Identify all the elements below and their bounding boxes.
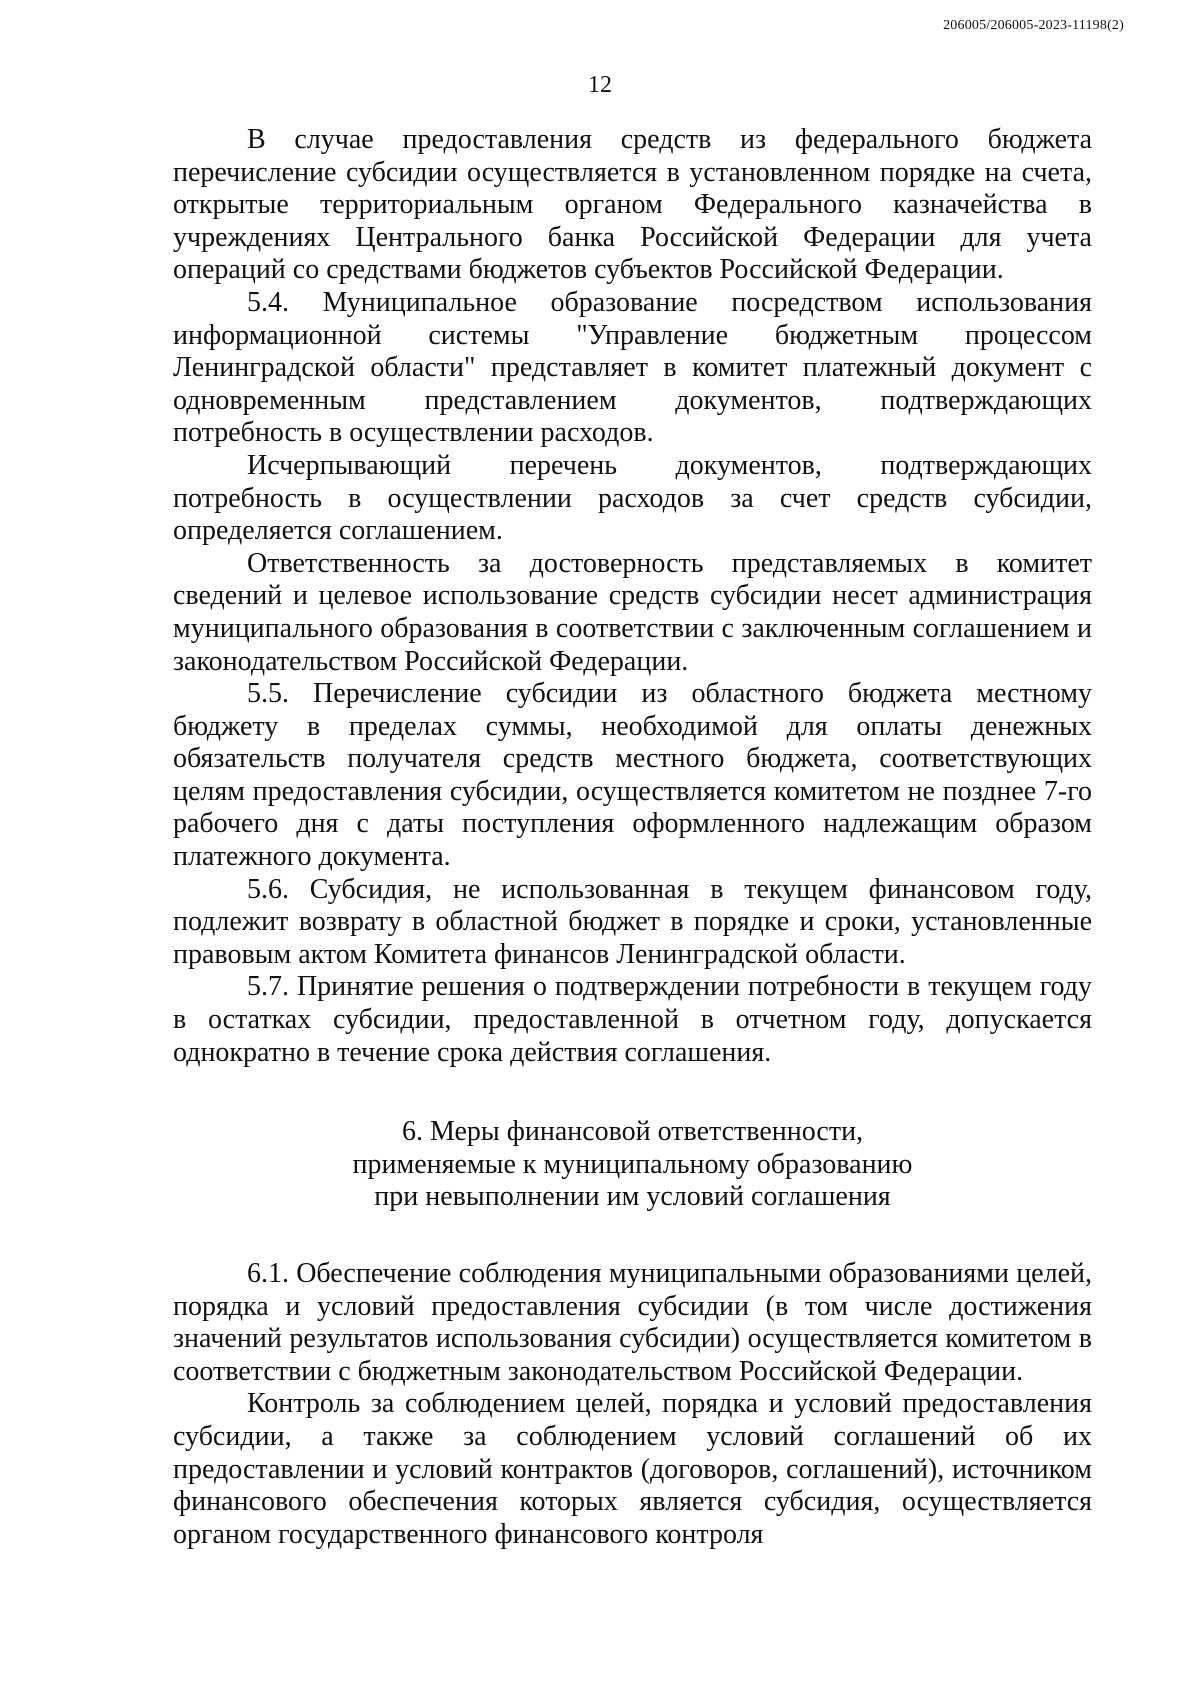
paragraph-6-1: 6.1. Обеспечение соблюдения муниципальными образованиями целей, порядка и условий предоставления субсидии (в том числе достижения значений результатов использования субсидии) осуществляется комитетом в соответствии с бюджетным законодательством Российской Федерации.: [173, 1258, 1092, 1387]
paragraph-5-6: 5.6. Субсидия, не использованная в текущем финансовом году, подлежит возврату в областной бюджет в порядке и сроки, установленные правовым актом Комитета финансов Ленинградской области.: [173, 873, 1092, 970]
document-id: 206005/206005-2023-11198(2): [943, 18, 1124, 33]
paragraph-5-5: 5.5. Перечисление субсидии из областного бюджета местному бюджету в пределах суммы, необходимой для оплаты денежных обязательств получателя средств местного бюджета, соответствующих целям предоставления субсидии, осуществляется комитетом не позднее 7-го рабочего дня с даты поступления оформленного надлежащим образом платежного документа.: [173, 678, 1092, 873]
paragraph-control: Контроль за соблюдением целей, порядка и условий предоставления субсидии, а также за соблюдением условий соглашений об их предоставлении и условий контрактов (договоров, соглашений), источником финансового обеспечения которых является субсидия, осуществляется органом государственного финансового контроля: [173, 1388, 1092, 1550]
document-body: [173, 124, 1092, 1551]
paragraph-responsibility: Ответственность за достоверность представляемых в комитет сведений и целевое использование средств субсидии несет администрация муниципального образования в соответствии с заключенным соглашением и законодательством Российской Федерации.: [173, 547, 1092, 677]
paragraph-5-4: 5.4. Муниципальное образование посредством использования информационной системы "Управление бюджетным процессом Ленинградской области" представляет в комитет платежный документ с одновременным представлением документов, подтверждающих потребность в осуществлении расходов.: [173, 286, 1092, 449]
section-6-heading: [173, 1116, 1092, 1214]
paragraph-5-7: 5.7. Принятие решения о подтверждении потребности в текущем году в остатках субсидии, предоставленной в отчетном году, допускается однократно в течение срока действия соглашения.: [173, 971, 1092, 1068]
page-number: 12: [588, 72, 612, 98]
section-heading-line-1: 6. Меры финансовой ответственности,: [401, 1116, 864, 1148]
section-heading-line-2: применяемые к муниципальному образованию: [352, 1148, 913, 1180]
paragraph-documents-list: Исчерпывающий перечень документов, подтверждающих потребность в осуществлении расходов за счет средств субсидии, определяется соглашением.: [173, 449, 1092, 547]
section-heading-line-3: при невыполнении им условий соглашения: [374, 1181, 891, 1213]
paragraph-federal-budget: В случае предоставления средств из федерального бюджета перечисление субсидии осуществляется в установленном порядке на счета, открытые территориальным органом Федерального казначейства в учреждениях Центрального банка Российской Федерации для учета операций со средствами бюджетов субъектов Российской Федерации.: [173, 124, 1092, 286]
